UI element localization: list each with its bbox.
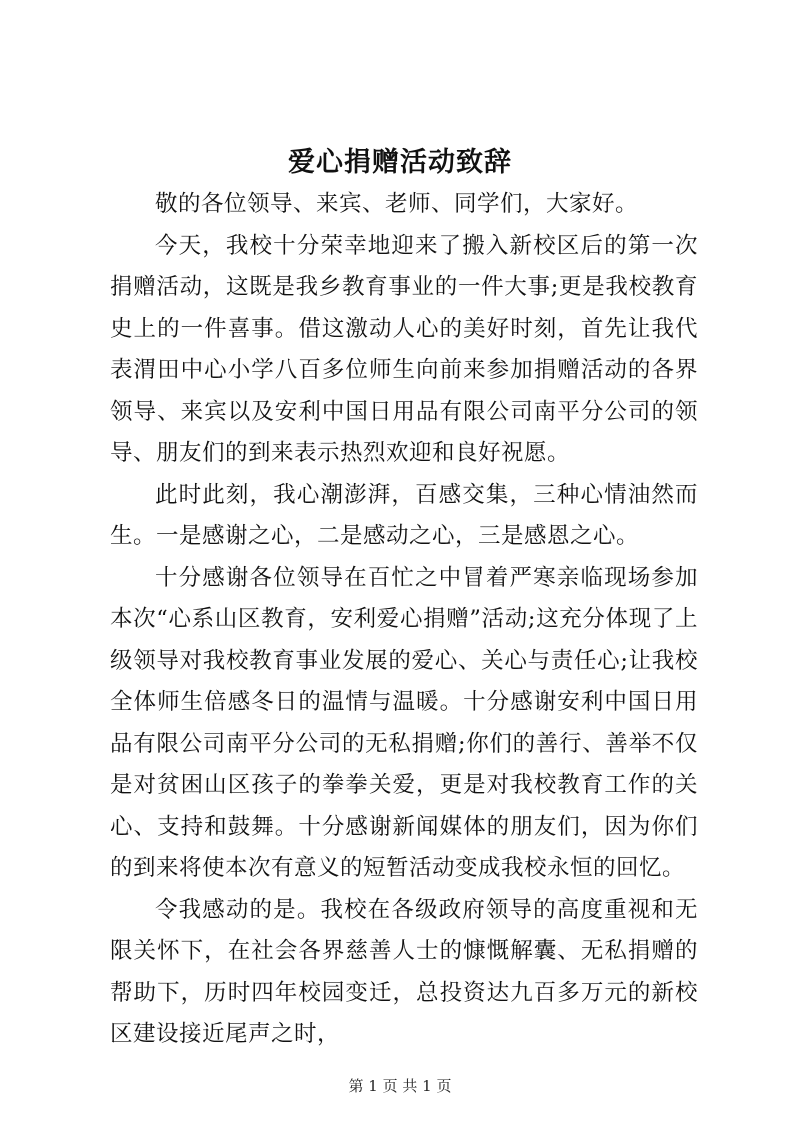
document-title: 爱心捐赠活动致辞 (288, 147, 512, 178)
paragraph-welcome: 今天，我校十分荣幸地迎来了搬入新校区后的第一次捐赠活动，这既是我乡教育事业的一件大事;更是我校教育史上的一件喜事。借这激动人心的美好时刻，首先让我代表渭田中心小学八百多位师生向前来参加捐赠活动的各界领导、来宾以及安利中国日用品有限公司南平分公司的领导、朋友们的到来表示热烈欢迎和良好祝愿。 (110, 232, 698, 466)
paragraph-feelings: 此时此刻，我心潮澎湃，百感交集，三种心情油然而生。一是感谢之心，二是感动之心，三是感恩之心。 (110, 481, 698, 549)
page-number-footer: 第 1 页 共 1 页 (348, 1077, 452, 1095)
paragraph-gratitude: 十分感谢各位领导在百忙之中冒着严寒亲临现场参加本次“心系山区教育，安利爱心捐赠”活动;这充分体现了上级领导对我校教育事业发展的爱心、关心与责任心;让我校全体师生倍感冬日的温情与温暖。十分感谢安利中国日用品有限公司南平分公司的无私捐赠;你们的善行、善举不仅是对贫困山区孩子的拳拳关爱，更是对我校教育工作的关心、支持和鼓舞。十分感谢新闻媒体的朋友们，因为你们的到来将使本次有意义的短暂活动变成我校永恒的回忆。 (110, 564, 698, 881)
paragraph-greeting: 敬的各位领导、来宾、老师、同学们，大家好。 (155, 191, 639, 217)
document-body (110, 184, 698, 1056)
paragraph-moved: 令我感动的是。我校在各级政府领导的高度重视和无限关怀下，在社会各界慈善人士的慷慨解囊、无私捐赠的帮助下，历时四年校园变迁，总投资达九百多万元的新校区建设接近尾声之时， (110, 896, 698, 1047)
